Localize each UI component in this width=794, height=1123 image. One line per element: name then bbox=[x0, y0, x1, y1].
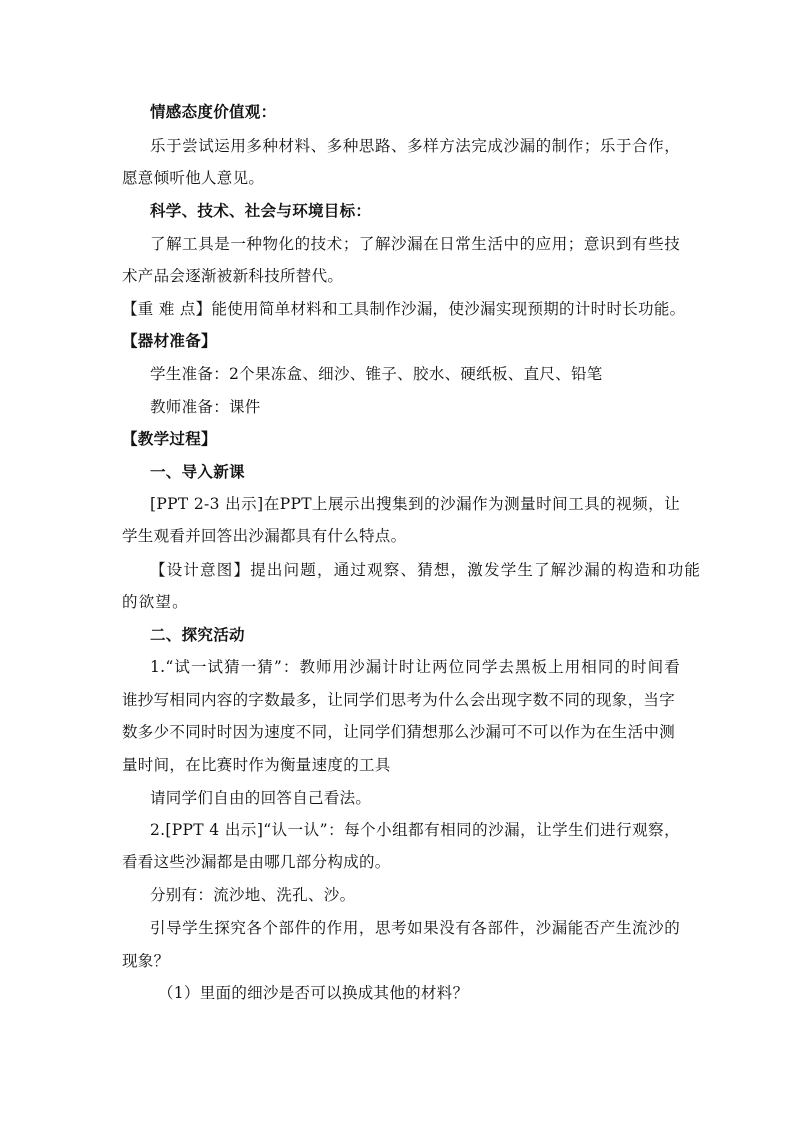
design-intent-line: 的欲望。 bbox=[122, 593, 189, 611]
paragraph-line: 现象？ bbox=[122, 952, 170, 970]
paragraph-line: 看看这些沙漏都是由哪几部分构成的。 bbox=[122, 853, 391, 871]
paragraph-line: 2.[PPT 4 出示]“认一认”：每个小组都有相同的沙漏，让学生们进行观察， bbox=[150, 821, 680, 839]
paragraph-line: 分别有：流沙地、洗孔、沙。 bbox=[150, 886, 356, 904]
paragraph-line: 1.“试一试猜一猜”：教师用沙漏计时让两位同学去黑板上用相同的时间看 bbox=[150, 658, 680, 676]
paragraph-line: 引导学生探究各个部件的作用，思考如果没有各部件，沙漏能否产生流沙的 bbox=[150, 919, 680, 937]
teacher-materials: 教师准备：课件 bbox=[150, 398, 261, 416]
key-difficult-points: 【重 难 点】能使用简单材料和工具制作沙漏，使沙漏实现预期的计时时长功能。 bbox=[122, 300, 686, 318]
paragraph-line: 数多少不同时时因为速度不同，让同学们猜想那么沙漏可不可以作为在生活中测 bbox=[122, 723, 676, 741]
section-heading-intro: 一、导入新课 bbox=[150, 462, 245, 481]
paragraph-line: 请同学们自由的回答自己看法。 bbox=[150, 789, 372, 807]
section-heading-inquiry: 二、探究活动 bbox=[150, 625, 245, 644]
paragraph-line: 量时间，在比赛时作为衡量速度的工具 bbox=[122, 756, 391, 774]
paragraph-line: 学生观看并回答出沙漏都具有什么特点。 bbox=[122, 527, 407, 545]
paragraph-line: 了解工具是一种物化的技术；了解沙漏在日常生活中的应用；意识到有些技 bbox=[150, 235, 680, 253]
question-item: （1）里面的细沙是否可以换成其他的材料？ bbox=[158, 984, 469, 1002]
paragraph-line: [PPT 2-3 出示]在PPT上展示出搜集到的沙漏作为测量时间工具的视频，让 bbox=[150, 495, 680, 513]
heading-teaching-process: 【教学过程】 bbox=[122, 429, 217, 448]
heading-affective-goals: 情感态度价值观： bbox=[150, 102, 277, 121]
heading-materials: 【器材准备】 bbox=[122, 331, 217, 350]
student-materials: 学生准备：2个果冻盒、细沙、锥子、胶水、硬纸板、直尺、铅笔 bbox=[150, 365, 603, 383]
heading-stse-goals: 科学、技术、社会与环境目标： bbox=[150, 201, 372, 220]
paragraph-line: 愿意倾听他人意见。 bbox=[122, 169, 265, 187]
paragraph-line: 谁抄写相同内容的字数最多，让同学们思考为什么会出现字数不同的现象，当字 bbox=[122, 691, 676, 709]
paragraph-line: 乐于尝试运用多种材料、多种思路、多样方法完成沙漏的制作；乐于合作， bbox=[150, 137, 680, 155]
design-intent-line: 【设计意图】提出问题，通过观察、猜想，激发学生了解沙漏的构造和功能 bbox=[150, 561, 702, 579]
paragraph-line: 术产品会逐渐被新科技所替代。 bbox=[122, 267, 344, 285]
